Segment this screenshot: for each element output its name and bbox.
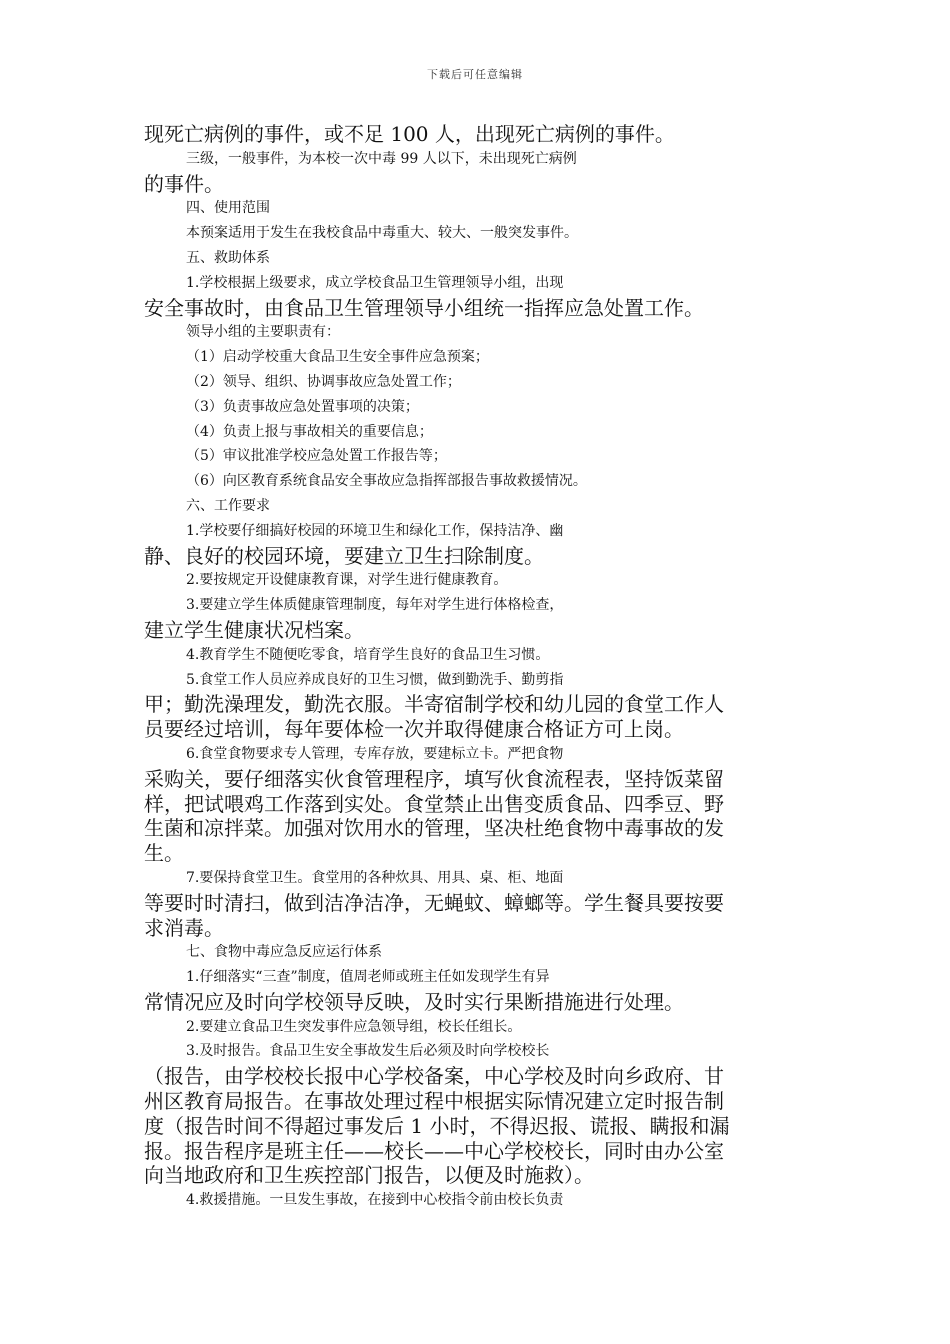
text-line: 五、救助体系 [186,249,270,266]
text-line: 度（报告时间不得超过事发后 1 小时，不得迟报、谎报、瞒报和漏 [144,1113,730,1138]
text-line: 1.学校要仔细搞好校园的环境卫生和绿化工作，保持洁净、幽 [186,522,564,539]
text-line: 六、工作要求 [186,497,270,514]
text-line: 4.教育学生不随便吃零食，培育学生良好的食品卫生习惯。 [186,646,550,663]
text-line: （1）启动学校重大食品卫生安全事件应急预案； [186,349,489,366]
text-line: 3.及时报告。食品卫生安全事故发生后必须及时向学校校长 [186,1043,550,1060]
text-line: 生菌和凉拌菜。加强对饮用水的管理，坚决杜绝食物中毒事故的发 [144,816,724,841]
text-line: 生。 [144,841,184,866]
text-line: 的事件。 [144,171,224,196]
text-line: 三级，一般事件，为本校一次中毒 99 人以下，未出现死亡病例 [186,150,577,167]
text-line: 采购关，要仔细落实伙食管理程序，填写伙食流程表，坚持饭菜留 [144,766,724,791]
text-line: （3）负责事故应急处置事项的决策； [186,398,419,415]
text-line: 常情况应及时向学校领导反映，及时实行果断措施进行处理。 [144,989,684,1014]
text-line: 员要经过培训，每年要体检一次并取得健康合格证方可上岗。 [144,717,684,742]
text-line: 6.食堂食物要求专人管理，专库存放，要建标立卡。严把食物 [186,745,564,762]
text-line: 安全事故时，由食品卫生管理领导小组统一指挥应急处置工作。 [144,295,704,320]
text-line: 1.仔细落实“三查”制度，值周老师或班主任如发现学生有异 [186,969,550,986]
text-line: （6）向区教育系统食品安全事故应急指挥部报告事故救援情况。 [186,473,587,490]
text-line: 5.食堂工作人员应养成良好的卫生习惯，做到勤洗手、勤剪指 [186,671,564,688]
text-line: 4.救援措施。一旦发生事故，在接到中心校指令前由校长负责 [186,1192,564,1209]
text-line: （4）负责上报与事故相关的重要信息； [186,423,433,440]
page-header: 下载后可任意编辑 [427,68,523,81]
text-line: 1.学校根据上级要求，成立学校食品卫生管理领导小组，出现 [186,274,564,291]
document-body [144,122,816,1213]
text-line: 现死亡病例的事件，或不足 100 人，出现死亡病例的事件。 [144,122,675,146]
text-line: 7.要保持食堂卫生。食堂用的各种炊具、用具、桌、柜、地面 [186,869,564,886]
text-line: 2.要按规定开设健康教育课，对学生进行健康教育。 [186,572,508,589]
text-line: 领导小组的主要职责有： [186,324,340,341]
text-line: 3.要建立学生体质健康管理制度，每年对学生进行体格检查， [186,597,564,614]
text-line: 等要时时清扫，做到洁净洁净，无蝇蚊、蟑螂等。学生餐具要按要 [144,890,724,915]
text-line: 样，把试喂鸡工作落到实处。食堂禁止出售变质食品、四季豆、野 [144,791,724,816]
text-line: 甲；勤洗澡理发，勤洗衣服。半寄宿制学校和幼儿园的食堂工作人 [144,692,724,717]
text-line: 报。报告程序是班主任——校长——中心学校校长，同时由办公室 [144,1138,724,1163]
text-line: 本预案适用于发生在我校食品中毒重大、较大、一般突发事件。 [186,225,578,242]
text-line: 建立学生健康状况档案。 [144,617,364,642]
text-line: 向当地政府和卫生疾控部门报告，以便及时施救）。 [144,1163,594,1188]
text-line: 求消毒。 [144,915,224,940]
text-line: （5）审议批准学校应急处置工作报告等； [186,448,447,465]
text-line: （2）领导、组织、协调事故应急处置工作； [186,373,461,390]
text-line: 四、使用范围 [186,200,270,217]
text-line: 七、食物中毒应急反应运行体系 [186,944,382,961]
text-line: 州区教育局报告。在事故处理过程中根据实际情况建立定时报告制 [144,1089,724,1114]
text-line: （报告，由学校校长报中心学校备案，中心学校及时向乡政府、甘 [144,1064,724,1089]
text-line: 静、良好的校园环境，要建立卫生扫除制度。 [144,543,544,568]
text-line: 2.要建立食品卫生突发事件应急领导组，校长任组长。 [186,1018,522,1035]
